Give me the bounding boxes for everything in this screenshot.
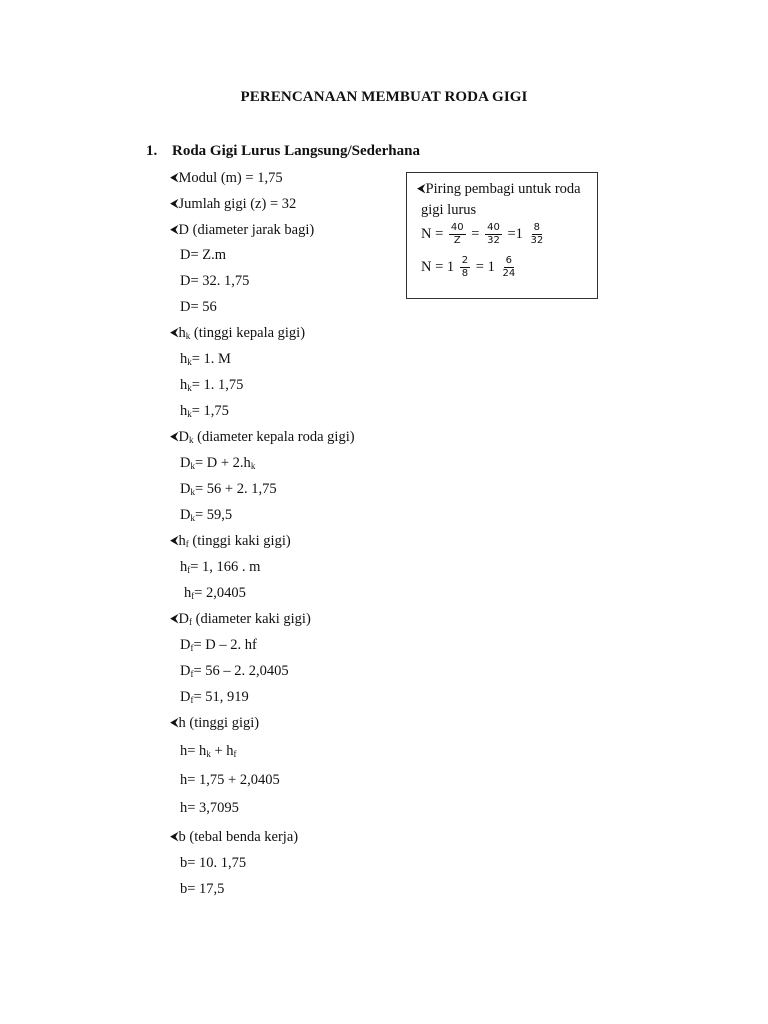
calc-line: $h_f= 2,0405$ (184, 585, 246, 601)
bullet-arrow-icon: ⮜ (170, 715, 179, 729)
fraction: $\frac{40}{32}$ (487, 222, 500, 246)
diameter-jarak-bagi-line (170, 222, 314, 239)
calc-line: D= Z.m (180, 247, 227, 263)
calc-line: h= 1,75 + 2,0405 (180, 772, 280, 788)
calc-line: $D_k= 59,5$ (180, 507, 233, 523)
calc-line: $h_k= 1$. 1,75 (180, 377, 244, 393)
calc-line: $h_k= 1$. M (180, 351, 231, 367)
diameter-kaki-line: $⮜D_f$ (diameter kaki gigi) (170, 611, 311, 627)
bullet-arrow-icon: ⮜ (417, 181, 426, 195)
section-title: Roda Gigi Lurus Langsung/Sederhana (172, 143, 420, 159)
calc-line: $D_f= 51$, 919 (180, 689, 249, 705)
tinggi-kepala-line: $⮜h_k$ (tinggi kepala gigi) (170, 325, 306, 341)
calc-line: $h_k= 1,75$ (180, 403, 229, 419)
diameter-kepala-line: $⮜D_k$ (diameter kepala roda gigi) (170, 429, 355, 445)
bullet-arrow-icon: ⮜ (170, 170, 179, 184)
line-text: Jumlah gigi (z) = 32 (178, 196, 297, 212)
bullet-arrow-icon: ⮜ (170, 829, 179, 843)
bullet-arrow-icon: ⮜ (170, 611, 179, 625)
tinggi-kaki-line: $⮜h_f$ (tinggi kaki gigi) (170, 533, 291, 549)
calc-line: D= 32. 1,75 (180, 273, 250, 289)
tinggi-gigi-line (170, 715, 259, 732)
line-text: h (tinggi gigi) (178, 715, 260, 731)
calc-line: $h= h_k + h_f$ (180, 743, 237, 759)
section-heading (146, 143, 420, 160)
line-text: D (diameter jarak bagi) (178, 222, 315, 238)
fraction: $\frac{6}{24}$ (502, 255, 516, 279)
calc-line: $D_f= 56 - 2$. 2,0405 (180, 663, 289, 679)
calc-line: $D_k= 56 + 2$. 1,75 (180, 481, 277, 497)
section-number: 1. (146, 143, 158, 159)
bullet-arrow-icon: ⮜ (170, 222, 179, 236)
calc-line: $h_f= 1$, 166 . m (180, 559, 261, 575)
line-text: Modul (m) = 1,75 (178, 170, 283, 186)
bullet-arrow-icon: ⮜ (170, 325, 179, 339)
bullet-arrow-icon: ⮜ (170, 196, 179, 210)
fraction: $\frac{40}{Z}$ (450, 222, 464, 246)
fraction: $\frac{2}{8}$ (461, 255, 469, 279)
line-text: b (tebal benda kerja) (178, 829, 299, 845)
calc-line: $D_f= D - 2$. hf (180, 637, 257, 653)
page-title: PERENCANAAN MEMBUAT RODA GIGI (240, 89, 528, 105)
equation-1: N = $\frac{40}{Z}$ = $\frac{40}{32}$ =1 $\frac{8}{32}$ (421, 222, 544, 246)
box-line: gigi lurus (421, 202, 477, 218)
calc-line: $D_k= D + 2.h_k$ (180, 455, 256, 471)
calc-line: D= 56 (180, 299, 217, 315)
tebal-benda-line (170, 829, 298, 846)
bullet-arrow-icon: ⮜ (170, 533, 179, 547)
piring-pembagi-box (406, 172, 598, 299)
bullet-arrow-icon: ⮜ (170, 429, 179, 443)
equation-2: N = 1 $\frac{2}{8}$ = 1 $\frac{6}{24}$ (421, 255, 516, 279)
calc-line: b= 17,5 (180, 881, 225, 897)
box-line: ⮜Piring pembagi untuk roda (417, 181, 581, 197)
calc-line: h= 3,7095 (180, 800, 239, 816)
calc-line: b= 10. 1,75 (180, 855, 247, 871)
jumlah-gigi-line (170, 196, 296, 213)
modul-line (170, 170, 283, 187)
fraction: $\frac{8}{32}$ (530, 222, 544, 246)
